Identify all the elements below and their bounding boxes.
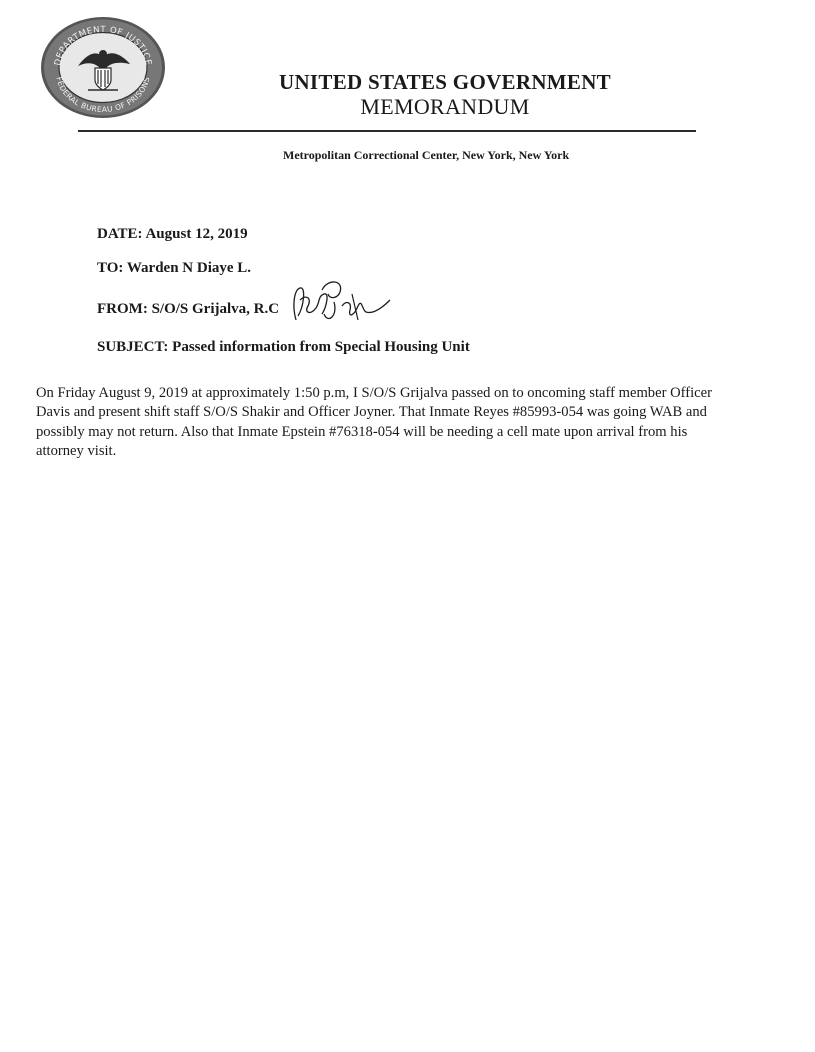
header-title-line2: MEMORANDUM <box>360 94 530 119</box>
facility-name: Metropolitan Correctional Center, New York, New York <box>283 148 570 162</box>
header-divider <box>78 130 696 132</box>
doj-bop-seal-icon <box>40 16 166 119</box>
memo-from: FROM: S/O/S Grijalva, R.C <box>97 301 280 317</box>
memo-date: DATE: August 12, 2019 <box>97 226 248 242</box>
memo-body: On Friday August 9, 2019 at approximately 1:50 p.m, I S/O/S Grijalva passed on to oncoming staff member Officer Davis and present shift staff S/O/S Shakir and Officer Joyner. That Inmate Reyes #85993-054 was going WAB and possibly may not return. Also that Inmate Epstein #76318-054 will be needing a cell mate upon arrival from his attorney visit. <box>36 385 712 460</box>
header-title-line1: UNITED STATES GOVERNMENT <box>279 70 611 94</box>
svg-text:DEPARTMENT OF JUSTICE: DEPARTMENT OF JUSTICE <box>52 24 153 67</box>
handwritten-signature-icon <box>282 276 394 328</box>
memo-subject: SUBJECT: Passed information from Special Housing Unit <box>97 339 470 355</box>
svg-text:FEDERAL BUREAU OF PRISONS: FEDERAL BUREAU OF PRISONS <box>54 75 152 115</box>
memo-to: TO: Warden N Diaye L. <box>97 260 252 276</box>
